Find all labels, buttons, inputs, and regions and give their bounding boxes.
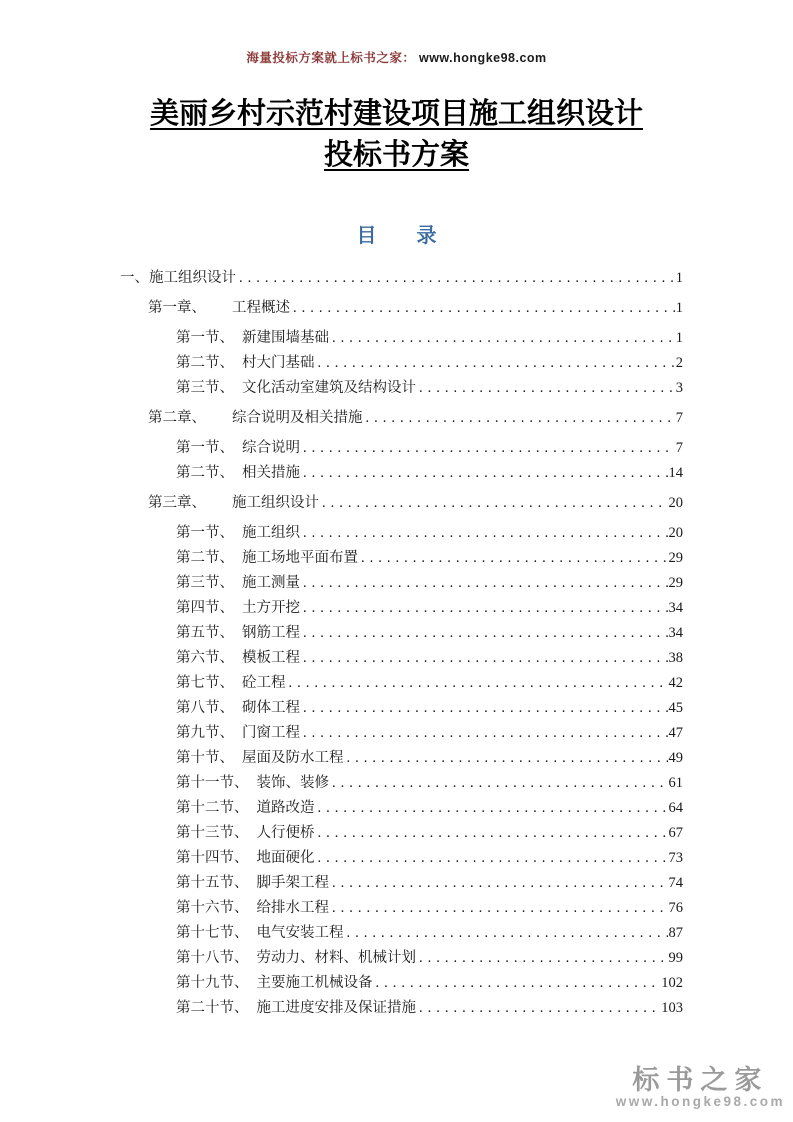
toc-page-number: 7 [675, 440, 683, 456]
toc-page-number: 1 [675, 330, 683, 346]
toc-entry-title: 土方开挖 [242, 600, 300, 616]
toc-entry-number: 第二章、 [148, 410, 206, 426]
toc-leader-dots [419, 996, 660, 1021]
toc-entry-title: 脚手架工程 [256, 875, 329, 891]
toc-leader-dots [318, 796, 668, 821]
toc-entry-number: 第一节、 [176, 330, 234, 346]
toc-entry [120, 896, 683, 921]
title-line-2: 投标书方案 [323, 139, 469, 171]
toc-entry-title: 施工组织 [242, 525, 300, 541]
toc-entry-number: 第十二节、 [176, 800, 249, 816]
toc-page-number: 1 [675, 270, 683, 286]
toc-leader-dots [347, 746, 668, 771]
toc-leader-dots [303, 571, 668, 596]
toc-entry [120, 971, 683, 996]
toc-entry-title: 村大门基础 [242, 355, 315, 371]
toc-leader-dots [332, 326, 675, 351]
toc-entry [120, 571, 683, 596]
title-line-1: 美丽乡村示范村建设项目施工组织设计 [149, 98, 643, 130]
toc-leader-dots [318, 351, 675, 376]
toc-entry-title: 人行便桥 [256, 825, 315, 841]
toc-leader-dots [332, 771, 668, 796]
toc-entry [120, 946, 683, 971]
toc-page-number: 99 [668, 950, 683, 966]
toc-entry-number: 第十八节、 [176, 950, 249, 966]
toc-entry-number: 第十一节、 [176, 775, 249, 791]
toc-leader-dots [419, 376, 675, 401]
toc-page-number: 2 [675, 355, 683, 371]
toc-page-number: 64 [668, 800, 683, 816]
page-header [0, 48, 793, 66]
toc-page-number: 34 [668, 600, 683, 616]
toc-leader-dots [303, 621, 668, 646]
toc-entry-number: 第三节、 [176, 575, 234, 591]
toc-entry-number: 第四节、 [176, 600, 234, 616]
toc-entry-number: 第三章、 [148, 495, 206, 511]
toc-entry-number: 第十六节、 [176, 900, 249, 916]
toc-page-number: 76 [668, 900, 683, 916]
toc-entry-number: 第二节、 [176, 355, 234, 371]
toc-entry [120, 621, 683, 646]
toc-entry [120, 546, 683, 571]
toc-page-number: 103 [661, 1000, 683, 1016]
toc-entry [120, 846, 683, 871]
toc-entry-number: 第十三节、 [176, 825, 249, 841]
toc-entry [120, 996, 683, 1021]
toc-page-number: 73 [668, 850, 683, 866]
toc-entry-number: 第一节、 [176, 440, 234, 456]
toc-page-number: 29 [668, 550, 683, 566]
toc-leader-dots [318, 821, 668, 846]
toc-entry-number: 第三节、 [176, 380, 234, 396]
toc-entry-number: 第二节、 [176, 465, 234, 481]
toc-entry-title: 综合说明及相关措施 [232, 410, 363, 426]
toc-entry [120, 436, 683, 461]
toc-entry [120, 721, 683, 746]
toc-entry-number: 第五节、 [176, 625, 234, 641]
toc-entry-title: 砌体工程 [242, 700, 300, 716]
toc-page-number: 38 [668, 650, 683, 666]
toc-leader-dots [347, 921, 668, 946]
toc-entry [120, 266, 683, 291]
toc-entry-title: 模板工程 [242, 650, 300, 666]
toc-page-number: 49 [668, 750, 683, 766]
toc-entry-number: 第六节、 [176, 650, 234, 666]
toc-entry [120, 406, 683, 431]
toc-entry [120, 646, 683, 671]
toc-entry-title: 施工组织设计 [232, 495, 319, 511]
toc-page-number: 3 [675, 380, 683, 396]
toc-entry [120, 326, 683, 351]
toc-page-number: 20 [668, 525, 683, 541]
toc-page-number: 61 [668, 775, 683, 791]
toc-entry-title: 工程概述 [232, 300, 290, 316]
toc-page-number: 74 [668, 875, 683, 891]
watermark [616, 1066, 785, 1110]
toc-entry-title: 电气安装工程 [256, 925, 344, 941]
toc-leader-dots [239, 266, 675, 291]
toc-page-number: 102 [661, 975, 683, 991]
toc-entry-title: 施工进度安排及保证措施 [256, 1000, 416, 1016]
toc-leader-dots [289, 671, 668, 696]
toc-entry-number: 第二节、 [176, 550, 234, 566]
toc-entry [120, 821, 683, 846]
toc-leader-dots [303, 596, 668, 621]
toc-entry-title: 新建围墙基础 [242, 330, 329, 346]
toc-leader-dots [322, 491, 668, 516]
toc-entry [120, 521, 683, 546]
toc-leader-dots [332, 871, 668, 896]
toc-entry-number: 第十七节、 [176, 925, 249, 941]
toc-leader-dots [361, 546, 668, 571]
toc-entry-title: 门窗工程 [242, 725, 300, 741]
toc-leader-dots [419, 946, 668, 971]
toc-entry [120, 771, 683, 796]
toc-page-number: 34 [668, 625, 683, 641]
toc-page-number: 87 [668, 925, 683, 941]
toc-entry [120, 746, 683, 771]
toc-leader-dots [376, 971, 661, 996]
toc-entry-number: 第十节、 [176, 750, 234, 766]
toc-entry [120, 671, 683, 696]
toc-entry-number: 第一节、 [176, 525, 234, 541]
toc-leader-dots [303, 646, 668, 671]
toc-entry-title: 地面硬化 [256, 850, 315, 866]
toc-entry-title: 装饰、装修 [256, 775, 329, 791]
watermark-url: www.hongke98.com [615, 1094, 785, 1109]
toc-entry-number: 第八节、 [176, 700, 234, 716]
toc-entry [120, 351, 683, 376]
toc-entry-title: 施工测量 [242, 575, 300, 591]
toc-heading: 目 录 [356, 225, 437, 247]
toc-entry-number: 第一章、 [148, 300, 206, 316]
toc-page-number: 45 [668, 700, 683, 716]
toc-entry-title: 砼工程 [242, 675, 286, 691]
toc-entry-title: 钢筋工程 [242, 625, 300, 641]
header-url: www.hongke98.com [418, 51, 547, 65]
toc-page-number: 42 [668, 675, 683, 691]
toc-page-number: 7 [675, 410, 683, 426]
toc-page-number: 20 [668, 495, 683, 511]
header-promo-text: 海量投标方案就上标书之家： [246, 51, 416, 65]
toc-page-number: 29 [668, 575, 683, 591]
toc-page-number: 47 [668, 725, 683, 741]
document-title [50, 94, 743, 176]
toc-entry [120, 296, 683, 321]
toc-page-number: 14 [668, 465, 683, 481]
toc-entry-number: 第十五节、 [176, 875, 249, 891]
toc-entry-number: 第十九节、 [176, 975, 249, 991]
toc-entry-title: 文化活动室建筑及结构设计 [242, 380, 416, 396]
toc-leader-dots [303, 461, 668, 486]
toc-entry-number: 一、 [120, 270, 149, 286]
watermark-brand: 标书之家 [632, 1065, 769, 1095]
toc-entry [120, 491, 683, 516]
toc-page-number: 1 [675, 300, 683, 316]
toc-entry-number: 第九节、 [176, 725, 234, 741]
toc-leader-dots [366, 406, 675, 431]
toc-entry [120, 461, 683, 486]
toc-entry-title: 施工场地平面布置 [242, 550, 358, 566]
toc-entry [120, 921, 683, 946]
toc-entry-title: 给排水工程 [256, 900, 329, 916]
toc-list [120, 261, 683, 1021]
toc-leader-dots [303, 721, 668, 746]
toc-leader-dots [332, 896, 668, 921]
toc-entry [120, 696, 683, 721]
toc-leader-dots [293, 296, 675, 321]
toc-leader-dots [303, 521, 668, 546]
toc-entry-number: 第十四节、 [176, 850, 249, 866]
toc-entry-number: 第二十节、 [176, 1000, 249, 1016]
toc-leader-dots [303, 696, 668, 721]
toc-entry-title: 主要施工机械设备 [256, 975, 373, 991]
toc-entry-title: 施工组织设计 [149, 270, 236, 286]
toc-entry-title: 屋面及防水工程 [242, 750, 344, 766]
toc-entry-title: 劳动力、材料、机械计划 [256, 950, 416, 966]
toc-entry [120, 376, 683, 401]
toc-entry-title: 相关措施 [242, 465, 300, 481]
toc-entry-title: 道路改造 [256, 800, 315, 816]
toc-entry [120, 796, 683, 821]
toc-leader-dots [303, 436, 675, 461]
toc-page-number: 67 [668, 825, 683, 841]
toc-entry [120, 596, 683, 621]
toc-entry [120, 871, 683, 896]
toc-entry-number: 第七节、 [176, 675, 234, 691]
toc-entry-title: 综合说明 [242, 440, 300, 456]
toc-leader-dots [318, 846, 668, 871]
